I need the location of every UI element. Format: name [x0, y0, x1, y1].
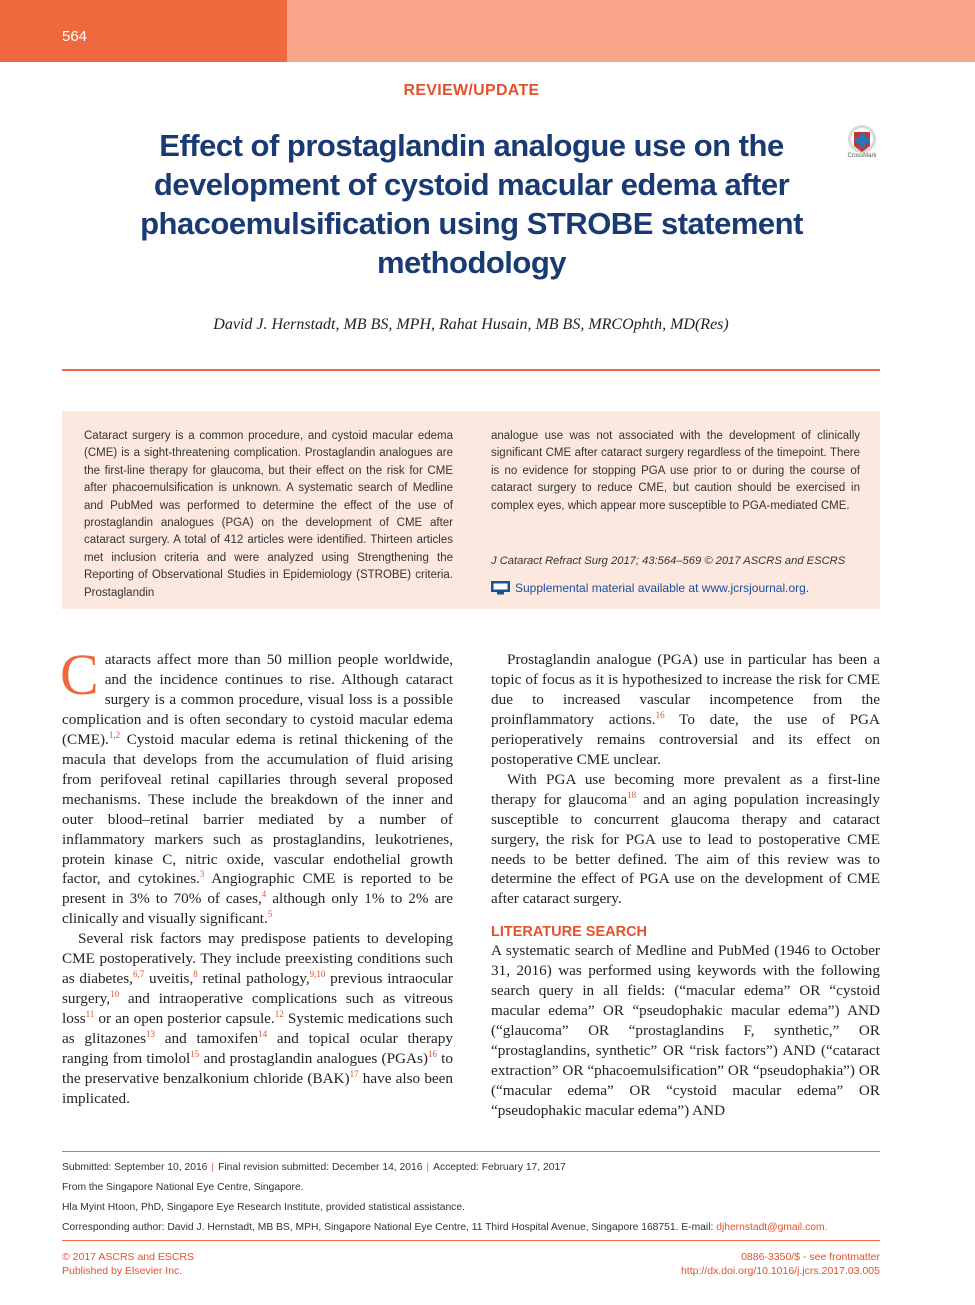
- reference[interactable]: 11: [85, 1009, 95, 1020]
- page-number: 564: [62, 28, 88, 45]
- article-title: Effect of prostaglandin analogue use on the development of cystoid macular edema after phacoemulsification using STROBE statement methodology: [140, 128, 803, 280]
- heading-literature-search: LITERATURE SEARCH: [491, 924, 648, 941]
- supplemental-link[interactable]: [491, 581, 860, 595]
- publisher: Published by Elsevier Inc.: [62, 1265, 183, 1277]
- journal-citation: J Cataract Refract Surg 2017; 43:564–569 © 2017 ASCRS and ESCRS: [491, 555, 846, 567]
- affiliation-line: From the Singapore National Eye Centre, Singapore.: [62, 1182, 304, 1193]
- header-bar: [0, 0, 975, 62]
- reference[interactable]: 18: [627, 789, 637, 800]
- reference[interactable]: 13: [146, 1029, 156, 1040]
- reference[interactable]: 8: [193, 969, 198, 980]
- section-label: REVIEW/UPDATE: [403, 82, 540, 99]
- reference[interactable]: 17: [349, 1069, 359, 1080]
- reference[interactable]: 12: [274, 1009, 284, 1020]
- crossmark-label: CrossMark: [847, 153, 877, 159]
- issn: 0886-3350/$ - see frontmatter: [741, 1251, 880, 1263]
- supplemental-text[interactable]: Supplemental material available at www.jcrsjournal.org.: [515, 581, 810, 595]
- reference[interactable]: 6,7: [132, 969, 145, 980]
- reference[interactable]: 9,10: [309, 969, 326, 980]
- paragraph-intro: Cataracts affect more than 50 million people worldwide, and the incidence continues to rise. Although cataract surgery is a common procedure, visual loss is a possible complication and is often secondary to cystoid macular edema (CME).$^{1,2}$ Cystoid macular edema is retinal thickening of the macula that develops from the accumulation of fluid arising from perifoveal retinal capillaries through several proposed mechanisms. These include the breakdown of the inner and outer blood–retinal barrier mediated by a number of inflammatory markers such as prostaglandins, leukotrienes, protein kinase C, nitric oxide, vascular endothelial growth factor, and cytokines.$^3$ Angiographic CME is reported to be present in 3% to 70% of cases,$^4$ although only 1% to 2% are clinically and visually significant.$^5$: [60, 642, 453, 928]
- header-bar-light: [287, 0, 975, 62]
- copyright: © 2017 ASCRS and ESCRS: [62, 1251, 195, 1263]
- corresponding-line: Corresponding author: David J. Hernstadt, MB BS, MPH, Singapore National Eye Centre, 11 Third Hospital Avenue, Singapore 168751. E-mail: djhernstadt@gmail.com.: [62, 1222, 828, 1233]
- body-column-right: [491, 650, 880, 1121]
- footer-divider: [62, 1240, 880, 1241]
- footnotes: [62, 1158, 892, 1238]
- doi-link[interactable]: http://dx.doi.org/10.1016/j.jcrs.2017.03.005: [680, 1265, 880, 1277]
- title-divider: [62, 369, 880, 371]
- reference[interactable]: 10: [110, 989, 120, 1000]
- header-bar-dark: [0, 0, 287, 62]
- assistance-line: Hla Myint Htoon, PhD, Singapore Eye Research Institute, provided statistical assistance.: [62, 1202, 465, 1213]
- drop-cap: C: [60, 642, 99, 707]
- paragraph-risk-factors: Several risk factors may predispose patients to developing CME postoperatively. They include preexisting conditions such as diabetes,$^{6,7}$ uveitis,$^8$ retinal pathology,$^{9,10}$ previous intraocular surgery,$^{10}$ and intraoperative complications such as vitreous loss$^{11}$ or an open posterior capsule.$^{12}$ Systemic medications such as glitazones$^{13}$ and tamoxifen$^{14}$ and topical ocular therapy ranging from timolol$^{15}$ and prostaglandin analogues (PGAs)$^{16}$ to the preservative benzalkonium chloride (BAK)$^{17}$ have also been implicated.: [62, 930, 453, 1107]
- reference[interactable]: 3: [199, 869, 205, 880]
- footnote-divider: [62, 1151, 880, 1152]
- abstract-right: analogue use was not associated with the development of clinically significant CME after cataract surgery regardless of the timepoint. There is no evidence for stopping PGA use prior to or during the course of cataract surgery to reduce CME, but caution should be exercised in complex eyes, which appear more susceptible to PGA-mediated CME.: [491, 430, 860, 512]
- monitor-icon: [491, 581, 510, 595]
- footer-right: [681, 1250, 880, 1278]
- reference[interactable]: 14: [258, 1029, 268, 1040]
- paragraph-aim: With PGA use becoming more prevalent as a first-line therapy for glaucoma$^{18}$ and an aging population increasingly susceptible to concurrent glaucoma therapy and cataract surgery, the risk for PGA use to lead to postoperative CME needs to be better defined. The aim of this review was to determine the effect of PGA use on the development of CME after cataract surgery.: [491, 770, 880, 908]
- body-column-left: [60, 642, 453, 1109]
- reference[interactable]: 16: [427, 1049, 437, 1060]
- reference[interactable]: 5: [267, 909, 273, 920]
- authors: David J. Hernstadt, MB BS, MPH, Rahat Husain, MB BS, MRCOphth, MD(Res): [213, 316, 729, 333]
- reference[interactable]: 4: [261, 889, 267, 900]
- email-link[interactable]: djhernstadt@gmail.com.: [716, 1222, 828, 1233]
- reference[interactable]: 15: [190, 1049, 200, 1060]
- dates-line: Submitted: September 10, 2016 | Final revision submitted: December 14, 2016 | Accepted: February 17, 2017: [62, 1162, 566, 1173]
- abstract-left: Cataract surgery is a common procedure, and cystoid macular edema (CME) is a sight-threatening complication. Prostaglandin analogues are the first-line therapy for glaucoma, but their effect on the risk for CME after phacoemulsification is unknown. A systematic search of Medline and PubMed was performed to determine the effect of the use of prostaglandin analogues (PGA) on the development of CME after cataract surgery. A total of 412 articles were identified. Thirteen articles met inclusion criteria and were analyzed using Strengthening the Reporting of Observational Studies in Epidemiology (STROBE) criteria. Prostaglandin: [84, 430, 453, 599]
- paragraph-pga: Prostaglandin analogue (PGA) use in particular has been a topic of focus as it is hypothesized to increase the risk for CME due to increased vascular incompetence from the proinflammatory actions.$^{16}$ To date, the use of PGA perioperatively remains controversial and its effect on postoperative CME unclear.: [491, 651, 880, 768]
- reference[interactable]: 16: [655, 709, 665, 720]
- reference[interactable]: 1,2: [108, 729, 121, 740]
- paragraph-search: A systematic search of Medline and PubMed (1946 to October 31, 2016) was performed using keywords with the following search query in all fields: (“macular edema” OR “cystoid macular edema” OR “pseudophakic macular edema”) AND (“glaucoma” OR “prostaglandins F, synthetic,” OR “prostaglandins, synthetic” OR “risk factors”) AND (“cataract extraction” OR “phacoemulsification” OR “pseudophakia”) OR (“macular edema” OR “cystoid macular edema” OR “pseudophakic macular edema”) AND: [491, 942, 880, 1120]
- footer-left: [62, 1250, 194, 1278]
